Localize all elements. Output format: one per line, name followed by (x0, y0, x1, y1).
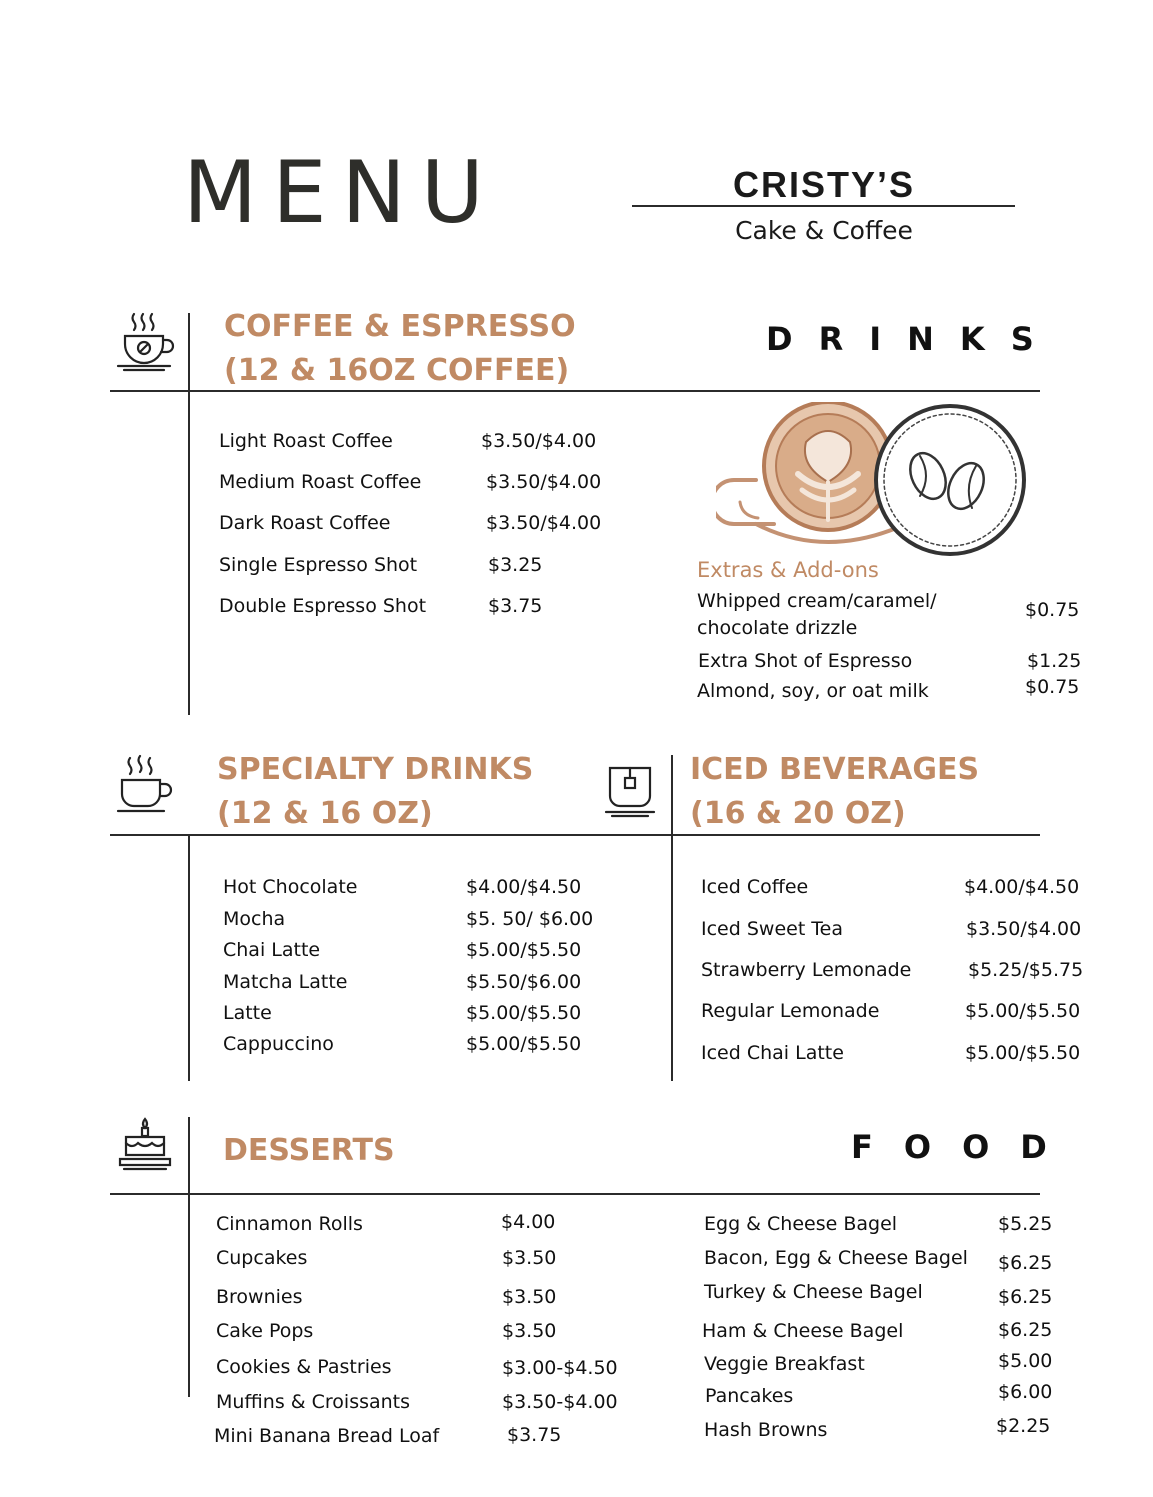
menu-item-name: Strawberry Lemonade (701, 959, 912, 981)
menu-item-price: $3.75 (488, 595, 543, 617)
coffee-section-rule (110, 390, 1040, 392)
menu-item-price: $6.25 (998, 1319, 1053, 1341)
extras-item-price: $0.75 (1025, 676, 1080, 698)
menu-item-price: $5.25/$5.75 (968, 959, 1084, 981)
iced-title-line1: ICED BEVERAGES (690, 752, 980, 787)
menu-item-price: $5.00 (998, 1350, 1053, 1372)
menu-item-name: Cookies & Pastries (216, 1356, 392, 1378)
extras-item-price: $0.75 (1025, 599, 1080, 621)
menu-item-price: $4.00/$4.50 (964, 876, 1080, 898)
menu-item-price: $5.00/$5.50 (466, 1002, 582, 1024)
specialty-vertical-rule (188, 836, 190, 1081)
menu-item-name: Chai Latte (223, 939, 321, 961)
food-category-label: FOOD (851, 1128, 1078, 1166)
menu-item-price: $5.00/$5.50 (965, 1000, 1081, 1022)
menu-item-name: Mini Banana Bread Loaf (214, 1425, 440, 1447)
menu-item-name: Turkey & Cheese Bagel (704, 1281, 923, 1303)
menu-item-price: $5.00/$5.50 (466, 1033, 582, 1055)
menu-item-price: $6.25 (998, 1286, 1053, 1308)
menu-item-price: $3.00-$4.50 (502, 1357, 618, 1379)
menu-item-price: $4.00 (501, 1211, 556, 1233)
menu-item-price: $4.00/$4.50 (466, 876, 582, 898)
menu-item-name: Bacon, Egg & Cheese Bagel (704, 1247, 968, 1269)
drinks-section-rule (110, 834, 1040, 836)
menu-item-price: $2.25 (996, 1415, 1051, 1437)
menu-item-name: Iced Sweet Tea (701, 918, 844, 940)
menu-item-price: $3.50/$4.00 (486, 471, 602, 493)
extras-item-name: Whipped cream/caramel/ (697, 590, 937, 612)
menu-item-price: $5. 50/ $6.00 (466, 908, 594, 930)
brand-subtitle: Cake & Coffee (735, 216, 913, 245)
menu-item-price: $6.25 (998, 1252, 1053, 1274)
cake-icon (116, 1117, 174, 1173)
menu-item-name: Cinnamon Rolls (216, 1213, 363, 1235)
menu-item-name: Cake Pops (216, 1320, 314, 1342)
menu-item-price: $3.50 (502, 1286, 557, 1308)
menu-item-name: Latte (223, 1002, 272, 1024)
extras-item-name: Almond, soy, or oat milk (697, 680, 929, 702)
hot-drink-icon (114, 754, 176, 816)
menu-item-price: $6.00 (998, 1381, 1053, 1403)
menu-item-name: Iced Chai Latte (701, 1042, 844, 1064)
menu-item-price: $3.25 (488, 554, 543, 576)
drinks-category-label: DRINKS (766, 320, 1060, 358)
menu-item-name: Muffins & Croissants (216, 1391, 411, 1413)
coffee-title-line1: COFFEE & ESPRESSO (224, 309, 576, 344)
latte-art-illustration (716, 402, 1026, 562)
menu-item-name: Single Espresso Shot (219, 554, 418, 576)
menu-item-price: $5.25 (998, 1213, 1053, 1235)
brand-divider (632, 205, 1015, 207)
menu-item-price: $5.00/$5.50 (965, 1042, 1081, 1064)
extras-item-price: $1.25 (1027, 650, 1082, 672)
menu-item-name: Egg & Cheese Bagel (704, 1213, 898, 1235)
menu-item-name: Light Roast Coffee (219, 430, 393, 452)
menu-item-name: Cupcakes (216, 1247, 308, 1269)
menu-item-name: Pancakes (705, 1385, 794, 1407)
desserts-vertical-rule (188, 1117, 190, 1397)
menu-item-name: Brownies (216, 1286, 303, 1308)
iced-cup-icon (604, 762, 656, 818)
menu-item-name: Medium Roast Coffee (219, 471, 422, 493)
coffee-title-line2: (12 & 16OZ COFFEE) (224, 353, 570, 388)
menu-item-name: Matcha Latte (223, 971, 348, 993)
extras-item-name-cont: chocolate drizzle (697, 617, 858, 639)
menu-item-price: $3.50 (502, 1247, 557, 1269)
menu-item-name: Veggie Breakfast (704, 1353, 865, 1375)
menu-item-name: Mocha (223, 908, 286, 930)
iced-vertical-rule (671, 755, 673, 1081)
menu-item-price: $3.75 (507, 1424, 562, 1446)
specialty-title-line2: (12 & 16 OZ) (217, 796, 433, 831)
specialty-section-title (217, 748, 533, 836)
menu-item-name: Ham & Cheese Bagel (702, 1320, 904, 1342)
extras-item-name: Extra Shot of Espresso (698, 650, 913, 672)
menu-item-price: $3.50/$4.00 (486, 512, 602, 534)
menu-title: MENU (183, 143, 499, 243)
menu-item-price: $3.50 (502, 1320, 557, 1342)
food-section-rule (110, 1193, 1040, 1195)
coffee-section-title (224, 305, 576, 393)
coffee-vertical-rule (188, 313, 190, 715)
menu-item-name: Dark Roast Coffee (219, 512, 391, 534)
coffee-cup-icon (114, 310, 176, 374)
extras-title: Extras & Add-ons (697, 558, 879, 582)
menu-item-name: Iced Coffee (701, 876, 809, 898)
desserts-section-title: DESSERTS (223, 1133, 395, 1168)
menu-item-name: Hash Browns (704, 1419, 828, 1441)
menu-item-price: $5.00/$5.50 (466, 939, 582, 961)
menu-item-price: $3.50-$4.00 (502, 1391, 618, 1413)
menu-item-price: $3.50/$4.00 (966, 918, 1082, 940)
menu-item-price: $3.50/$4.00 (481, 430, 597, 452)
menu-item-name: Regular Lemonade (701, 1000, 880, 1022)
menu-item-price: $5.50/$6.00 (466, 971, 582, 993)
iced-title-line2: (16 & 20 OZ) (690, 796, 906, 831)
menu-item-name: Hot Chocolate (223, 876, 358, 898)
iced-section-title (690, 748, 979, 836)
menu-item-name: Cappuccino (223, 1033, 334, 1055)
specialty-title-line1: SPECIALTY DRINKS (217, 752, 534, 787)
brand-name: CRISTY’S (732, 164, 916, 205)
menu-item-name: Double Espresso Shot (219, 595, 427, 617)
